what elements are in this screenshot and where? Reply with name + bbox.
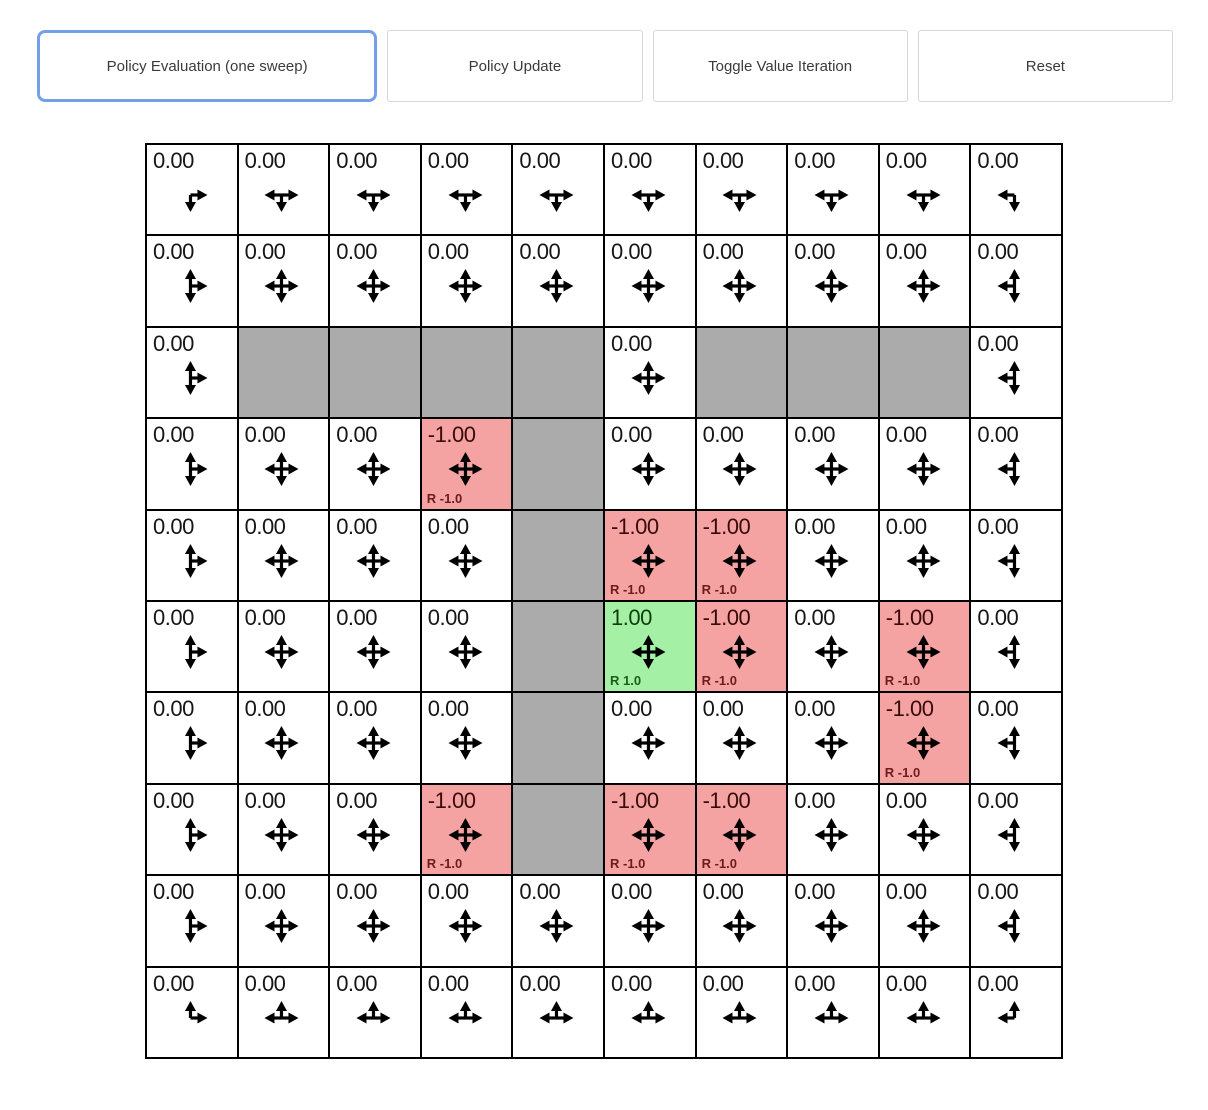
cell-value: 0.00 bbox=[794, 787, 836, 813]
cell-value: 0.00 bbox=[977, 879, 1019, 905]
policy-arrows-icon bbox=[904, 176, 942, 214]
grid-cell[interactable] bbox=[604, 967, 696, 1058]
cell-value: 0.00 bbox=[977, 604, 1019, 630]
cell-value: 0.00 bbox=[336, 696, 378, 722]
cell-value: 0.00 bbox=[519, 970, 561, 996]
cell-value: 0.00 bbox=[610, 970, 652, 996]
grid-cell[interactable] bbox=[146, 967, 238, 1058]
policy-arrows-icon bbox=[171, 450, 209, 488]
grid-cell[interactable] bbox=[238, 784, 330, 875]
cell-value: 0.00 bbox=[519, 148, 561, 173]
grid-cell[interactable] bbox=[329, 510, 421, 601]
grid-cell[interactable] bbox=[787, 692, 879, 783]
cell-reward: R -1.0 bbox=[609, 581, 646, 597]
cell-value: 0.00 bbox=[244, 239, 286, 265]
policy-arrows-icon bbox=[538, 999, 576, 1037]
grid-cell[interactable] bbox=[879, 235, 971, 326]
cell-value: -1.00 bbox=[610, 787, 659, 813]
grid-cell[interactable] bbox=[238, 875, 330, 966]
cell-value: 0.00 bbox=[977, 239, 1019, 265]
policy-arrows-icon bbox=[629, 633, 667, 671]
grid-cell[interactable] bbox=[879, 875, 971, 966]
grid-cell[interactable] bbox=[604, 875, 696, 966]
grid-cell[interactable] bbox=[787, 967, 879, 1058]
cell-value: 0.00 bbox=[336, 879, 378, 905]
cell-value: 0.00 bbox=[427, 696, 469, 722]
cell-reward: R -1.0 bbox=[701, 856, 737, 872]
cell-value: 0.00 bbox=[336, 787, 378, 813]
policy-arrows-icon bbox=[171, 359, 209, 397]
wall-cell bbox=[879, 327, 971, 418]
grid-cell[interactable] bbox=[329, 144, 421, 235]
grid-cell[interactable] bbox=[421, 418, 513, 509]
cell-value: -1.00 bbox=[885, 696, 934, 722]
grid-cell[interactable] bbox=[879, 601, 971, 692]
cell-value: 0.00 bbox=[885, 513, 927, 539]
policy-arrows-icon bbox=[996, 267, 1034, 305]
cell-value: 0.00 bbox=[977, 970, 1019, 996]
grid-cell[interactable] bbox=[238, 510, 330, 601]
grid-cell[interactable] bbox=[421, 692, 513, 783]
policy-arrows-icon bbox=[721, 999, 759, 1037]
cell-value: -1.00 bbox=[427, 787, 476, 813]
cell-reward: R -1.0 bbox=[884, 764, 921, 780]
cell-value: 0.00 bbox=[610, 879, 652, 905]
wall-cell bbox=[421, 327, 513, 418]
cell-value: 0.00 bbox=[885, 422, 927, 448]
policy-arrows-icon bbox=[446, 907, 484, 945]
policy-arrows-icon bbox=[171, 176, 209, 214]
grid-cell[interactable] bbox=[696, 144, 788, 235]
policy-arrows-icon bbox=[629, 999, 667, 1037]
cell-value: 0.00 bbox=[702, 148, 744, 173]
cell-value: 0.00 bbox=[244, 970, 286, 996]
cell-value: 0.00 bbox=[794, 604, 836, 630]
grid-cell[interactable] bbox=[238, 144, 330, 235]
gridworld bbox=[145, 143, 1063, 1059]
cell-value: 0.00 bbox=[153, 513, 194, 539]
cell-value: 0.00 bbox=[153, 330, 194, 356]
cell-value: -1.00 bbox=[885, 604, 934, 630]
policy-arrows-icon bbox=[629, 816, 667, 854]
grid-cell[interactable] bbox=[970, 144, 1062, 235]
policy-arrows-icon bbox=[721, 907, 759, 945]
grid-cell[interactable] bbox=[696, 875, 788, 966]
policy-arrows-icon bbox=[171, 267, 209, 305]
policy-arrows-icon bbox=[812, 816, 850, 854]
cell-value: 0.00 bbox=[153, 148, 194, 173]
policy-arrows-icon bbox=[354, 267, 392, 305]
reset-button[interactable]: Reset bbox=[918, 30, 1173, 102]
grid-cell[interactable] bbox=[512, 235, 604, 326]
cell-reward: R -1.0 bbox=[884, 673, 921, 689]
cell-value: -1.00 bbox=[427, 422, 476, 448]
grid-cell[interactable] bbox=[421, 784, 513, 875]
policy-arrows-icon bbox=[446, 816, 484, 854]
cell-value: 0.00 bbox=[153, 970, 194, 996]
cell-value: 0.00 bbox=[336, 513, 378, 539]
grid-cell[interactable] bbox=[696, 967, 788, 1058]
cell-value: 0.00 bbox=[427, 513, 469, 539]
grid-cell[interactable] bbox=[696, 510, 788, 601]
cell-value: 0.00 bbox=[794, 239, 836, 265]
policy-evaluation-button[interactable]: Policy Evaluation (one sweep) bbox=[37, 30, 377, 102]
grid-cell[interactable] bbox=[512, 967, 604, 1058]
cell-value: 0.00 bbox=[244, 696, 286, 722]
grid-cell[interactable] bbox=[146, 235, 238, 326]
policy-arrows-icon bbox=[812, 542, 850, 580]
cell-value: 0.00 bbox=[244, 422, 286, 448]
cell-value: 0.00 bbox=[885, 970, 927, 996]
wall-cell bbox=[512, 784, 604, 875]
cell-value: 0.00 bbox=[153, 696, 194, 722]
policy-arrows-icon bbox=[354, 999, 392, 1037]
cell-value: 0.00 bbox=[336, 422, 378, 448]
policy-arrows-icon bbox=[538, 267, 576, 305]
policy-arrows-icon bbox=[812, 724, 850, 762]
cell-reward: R -1.0 bbox=[426, 490, 463, 506]
policy-arrows-icon bbox=[446, 267, 484, 305]
cell-value: 0.00 bbox=[153, 239, 194, 265]
cell-reward: R -1.0 bbox=[609, 856, 646, 872]
policy-arrows-icon bbox=[446, 633, 484, 671]
cell-value: 0.00 bbox=[336, 604, 378, 630]
grid-cell[interactable] bbox=[696, 601, 788, 692]
policy-arrows-icon bbox=[629, 907, 667, 945]
policy-arrows-icon bbox=[812, 267, 850, 305]
cell-value: 0.00 bbox=[610, 696, 652, 722]
cell-value: 0.00 bbox=[427, 879, 469, 905]
cell-reward: R -1.0 bbox=[701, 673, 737, 689]
policy-arrows-icon bbox=[446, 176, 484, 214]
cell-reward: R -1.0 bbox=[701, 581, 737, 597]
grid-cell[interactable] bbox=[879, 692, 971, 783]
wall-cell bbox=[512, 418, 604, 509]
policy-arrows-icon bbox=[812, 633, 850, 671]
cell-value: 0.00 bbox=[244, 787, 286, 813]
grid-cell[interactable] bbox=[329, 235, 421, 326]
policy-arrows-icon bbox=[812, 450, 850, 488]
policy-arrows-icon bbox=[904, 816, 942, 854]
policy-arrows-icon bbox=[538, 176, 576, 214]
wall-cell bbox=[329, 327, 421, 418]
cell-value: 0.00 bbox=[244, 148, 286, 173]
policy-arrows-icon bbox=[263, 999, 301, 1037]
policy-arrows-icon bbox=[904, 633, 942, 671]
cell-value: -1.00 bbox=[610, 513, 659, 539]
grid-cell[interactable] bbox=[604, 144, 696, 235]
grid-cell[interactable] bbox=[879, 510, 971, 601]
cell-value: 0.00 bbox=[336, 239, 378, 265]
policy-arrows-icon bbox=[629, 542, 667, 580]
grid-cell[interactable] bbox=[970, 875, 1062, 966]
cell-value: 0.00 bbox=[702, 879, 744, 905]
grid-cell[interactable] bbox=[879, 967, 971, 1058]
cell-value: 0.00 bbox=[153, 879, 194, 905]
cell-value: -1.00 bbox=[702, 604, 751, 630]
cell-value: 0.00 bbox=[244, 513, 286, 539]
policy-arrows-icon bbox=[629, 267, 667, 305]
policy-arrows-icon bbox=[354, 724, 392, 762]
grid-cell[interactable] bbox=[696, 235, 788, 326]
grid-cell[interactable] bbox=[604, 692, 696, 783]
policy-arrows-icon bbox=[263, 724, 301, 762]
policy-arrows-icon bbox=[629, 359, 667, 397]
grid-cell[interactable] bbox=[329, 418, 421, 509]
grid-cell[interactable] bbox=[146, 144, 238, 235]
grid-cell[interactable] bbox=[512, 875, 604, 966]
grid-cell[interactable] bbox=[421, 235, 513, 326]
grid-cell[interactable] bbox=[329, 784, 421, 875]
policy-arrows-icon bbox=[354, 542, 392, 580]
policy-arrows-icon bbox=[171, 724, 209, 762]
policy-arrows-icon bbox=[812, 999, 850, 1037]
grid-cell[interactable] bbox=[421, 967, 513, 1058]
policy-arrows-icon bbox=[354, 450, 392, 488]
policy-arrows-icon bbox=[904, 542, 942, 580]
policy-arrows-icon bbox=[354, 633, 392, 671]
cell-value: 0.00 bbox=[794, 422, 836, 448]
grid-cell[interactable] bbox=[604, 418, 696, 509]
grid-cell[interactable] bbox=[146, 601, 238, 692]
cell-value: 0.00 bbox=[702, 239, 744, 265]
grid-cell[interactable] bbox=[146, 327, 238, 418]
grid-cell[interactable] bbox=[787, 875, 879, 966]
grid-cell[interactable] bbox=[146, 418, 238, 509]
grid-cell[interactable] bbox=[970, 235, 1062, 326]
cell-value: 0.00 bbox=[244, 604, 286, 630]
grid-cell[interactable] bbox=[696, 692, 788, 783]
cell-value: 1.00 bbox=[610, 604, 652, 630]
grid-cell[interactable] bbox=[879, 418, 971, 509]
grid-cell[interactable] bbox=[421, 510, 513, 601]
policy-arrows-icon bbox=[996, 542, 1034, 580]
policy-arrows-icon bbox=[263, 450, 301, 488]
grid-cell[interactable] bbox=[329, 692, 421, 783]
grid-cell[interactable] bbox=[238, 235, 330, 326]
cell-value: 0.00 bbox=[794, 970, 836, 996]
grid-cell[interactable] bbox=[329, 967, 421, 1058]
policy-arrows-icon bbox=[996, 724, 1034, 762]
policy-arrows-icon bbox=[996, 907, 1034, 945]
grid-cell[interactable] bbox=[512, 144, 604, 235]
policy-arrows-icon bbox=[354, 176, 392, 214]
policy-arrows-icon bbox=[171, 999, 209, 1037]
wall-cell bbox=[696, 327, 788, 418]
policy-arrows-icon bbox=[996, 359, 1034, 397]
cell-value: 0.00 bbox=[336, 970, 378, 996]
cell-value: 0.00 bbox=[610, 239, 652, 265]
grid-cell[interactable] bbox=[421, 875, 513, 966]
policy-arrows-icon bbox=[263, 176, 301, 214]
cell-value: 0.00 bbox=[885, 879, 927, 905]
cell-value: 0.00 bbox=[153, 422, 194, 448]
grid-cell[interactable] bbox=[604, 235, 696, 326]
policy-arrows-icon bbox=[171, 907, 209, 945]
cell-value: 0.00 bbox=[427, 970, 469, 996]
grid-cell[interactable] bbox=[970, 692, 1062, 783]
policy-arrows-icon bbox=[446, 450, 484, 488]
policy-arrows-icon bbox=[904, 267, 942, 305]
policy-arrows-icon bbox=[721, 267, 759, 305]
policy-arrows-icon bbox=[538, 907, 576, 945]
cell-value: 0.00 bbox=[885, 148, 927, 173]
policy-arrows-icon bbox=[263, 816, 301, 854]
policy-arrows-icon bbox=[904, 724, 942, 762]
toolbar bbox=[37, 30, 1173, 102]
policy-arrows-icon bbox=[812, 176, 850, 214]
cell-value: 0.00 bbox=[977, 148, 1019, 173]
grid-cell[interactable] bbox=[696, 784, 788, 875]
grid-cell[interactable] bbox=[146, 784, 238, 875]
grid-cell[interactable] bbox=[146, 692, 238, 783]
cell-value: 0.00 bbox=[244, 879, 286, 905]
grid-cell[interactable] bbox=[970, 327, 1062, 418]
grid-cell[interactable] bbox=[604, 784, 696, 875]
cell-value: 0.00 bbox=[977, 696, 1019, 722]
cell-value: 0.00 bbox=[702, 696, 744, 722]
grid-cell[interactable] bbox=[787, 510, 879, 601]
policy-arrows-icon bbox=[904, 907, 942, 945]
cell-value: 0.00 bbox=[519, 239, 561, 265]
cell-value: 0.00 bbox=[610, 148, 652, 173]
wall-cell bbox=[238, 327, 330, 418]
policy-arrows-icon bbox=[996, 816, 1034, 854]
cell-value: 0.00 bbox=[427, 148, 469, 173]
policy-arrows-icon bbox=[263, 633, 301, 671]
policy-arrows-icon bbox=[629, 724, 667, 762]
policy-arrows-icon bbox=[996, 633, 1034, 671]
wall-cell bbox=[512, 510, 604, 601]
grid-cell[interactable] bbox=[970, 601, 1062, 692]
wall-cell bbox=[512, 601, 604, 692]
policy-arrows-icon bbox=[721, 176, 759, 214]
cell-value: 0.00 bbox=[794, 148, 836, 173]
policy-arrows-icon bbox=[721, 450, 759, 488]
grid-cell[interactable] bbox=[787, 144, 879, 235]
cell-value: 0.00 bbox=[702, 422, 744, 448]
grid-cell[interactable] bbox=[604, 510, 696, 601]
cell-value: 0.00 bbox=[794, 879, 836, 905]
cell-value: 0.00 bbox=[702, 970, 744, 996]
cell-value: 0.00 bbox=[153, 604, 194, 630]
grid-cell[interactable] bbox=[329, 875, 421, 966]
cell-value: 0.00 bbox=[427, 239, 469, 265]
grid-cell[interactable] bbox=[238, 967, 330, 1058]
cell-reward: R 1.0 bbox=[609, 673, 642, 689]
policy-arrows-icon bbox=[904, 450, 942, 488]
cell-value: 0.00 bbox=[610, 330, 652, 356]
policy-arrows-icon bbox=[721, 816, 759, 854]
cell-value: 0.00 bbox=[519, 879, 561, 905]
policy-arrows-icon bbox=[721, 633, 759, 671]
grid-cell[interactable] bbox=[696, 418, 788, 509]
cell-value: 0.00 bbox=[885, 787, 927, 813]
policy-arrows-icon bbox=[721, 724, 759, 762]
policy-arrows-icon bbox=[904, 999, 942, 1037]
grid-cell[interactable] bbox=[421, 601, 513, 692]
grid-cell[interactable] bbox=[604, 327, 696, 418]
cell-value: -1.00 bbox=[702, 513, 751, 539]
policy-arrows-icon bbox=[629, 450, 667, 488]
policy-arrows-icon bbox=[996, 176, 1034, 214]
grid-cell[interactable] bbox=[879, 784, 971, 875]
policy-arrows-icon bbox=[263, 267, 301, 305]
grid-cell[interactable] bbox=[879, 144, 971, 235]
grid-cell[interactable] bbox=[146, 875, 238, 966]
grid-cell[interactable] bbox=[970, 784, 1062, 875]
grid-cell[interactable] bbox=[970, 418, 1062, 509]
policy-update-button[interactable]: Policy Update bbox=[387, 30, 642, 102]
cell-value: 0.00 bbox=[885, 239, 927, 265]
wall-cell bbox=[787, 327, 879, 418]
grid-cell[interactable] bbox=[787, 418, 879, 509]
cell-value: 0.00 bbox=[977, 787, 1019, 813]
grid-cell[interactable] bbox=[238, 692, 330, 783]
toggle-value-iteration-button[interactable]: Toggle Value Iteration bbox=[653, 30, 908, 102]
policy-arrows-icon bbox=[812, 907, 850, 945]
cell-value: 0.00 bbox=[977, 422, 1019, 448]
policy-arrows-icon bbox=[446, 542, 484, 580]
policy-arrows-icon bbox=[171, 816, 209, 854]
grid-cell[interactable] bbox=[970, 967, 1062, 1058]
policy-arrows-icon bbox=[721, 542, 759, 580]
grid-cell[interactable] bbox=[604, 601, 696, 692]
cell-value: 0.00 bbox=[977, 513, 1019, 539]
wall-cell bbox=[512, 692, 604, 783]
wall-cell bbox=[512, 327, 604, 418]
policy-arrows-icon bbox=[996, 999, 1034, 1037]
grid-cell[interactable] bbox=[970, 510, 1062, 601]
grid-cell[interactable] bbox=[787, 235, 879, 326]
policy-arrows-icon bbox=[629, 176, 667, 214]
cell-value: -1.00 bbox=[702, 787, 751, 813]
cell-value: 0.00 bbox=[153, 787, 194, 813]
cell-value: 0.00 bbox=[794, 696, 836, 722]
policy-arrows-icon bbox=[354, 816, 392, 854]
policy-arrows-icon bbox=[263, 907, 301, 945]
grid-cell[interactable] bbox=[238, 601, 330, 692]
grid-cell[interactable] bbox=[329, 601, 421, 692]
policy-arrows-icon bbox=[263, 542, 301, 580]
policy-arrows-icon bbox=[171, 542, 209, 580]
grid-cell[interactable] bbox=[787, 784, 879, 875]
cell-value: 0.00 bbox=[610, 422, 652, 448]
grid-cell[interactable] bbox=[146, 510, 238, 601]
policy-arrows-icon bbox=[996, 450, 1034, 488]
cell-value: 0.00 bbox=[794, 513, 836, 539]
grid-cell[interactable] bbox=[421, 144, 513, 235]
cell-value: 0.00 bbox=[427, 604, 469, 630]
grid-cell[interactable] bbox=[238, 418, 330, 509]
policy-arrows-icon bbox=[446, 999, 484, 1037]
cell-value: 0.00 bbox=[336, 148, 378, 173]
cell-reward: R -1.0 bbox=[426, 856, 463, 872]
policy-arrows-icon bbox=[171, 633, 209, 671]
grid-cell[interactable] bbox=[787, 601, 879, 692]
cell-value: 0.00 bbox=[977, 330, 1019, 356]
policy-arrows-icon bbox=[446, 724, 484, 762]
policy-arrows-icon bbox=[354, 907, 392, 945]
